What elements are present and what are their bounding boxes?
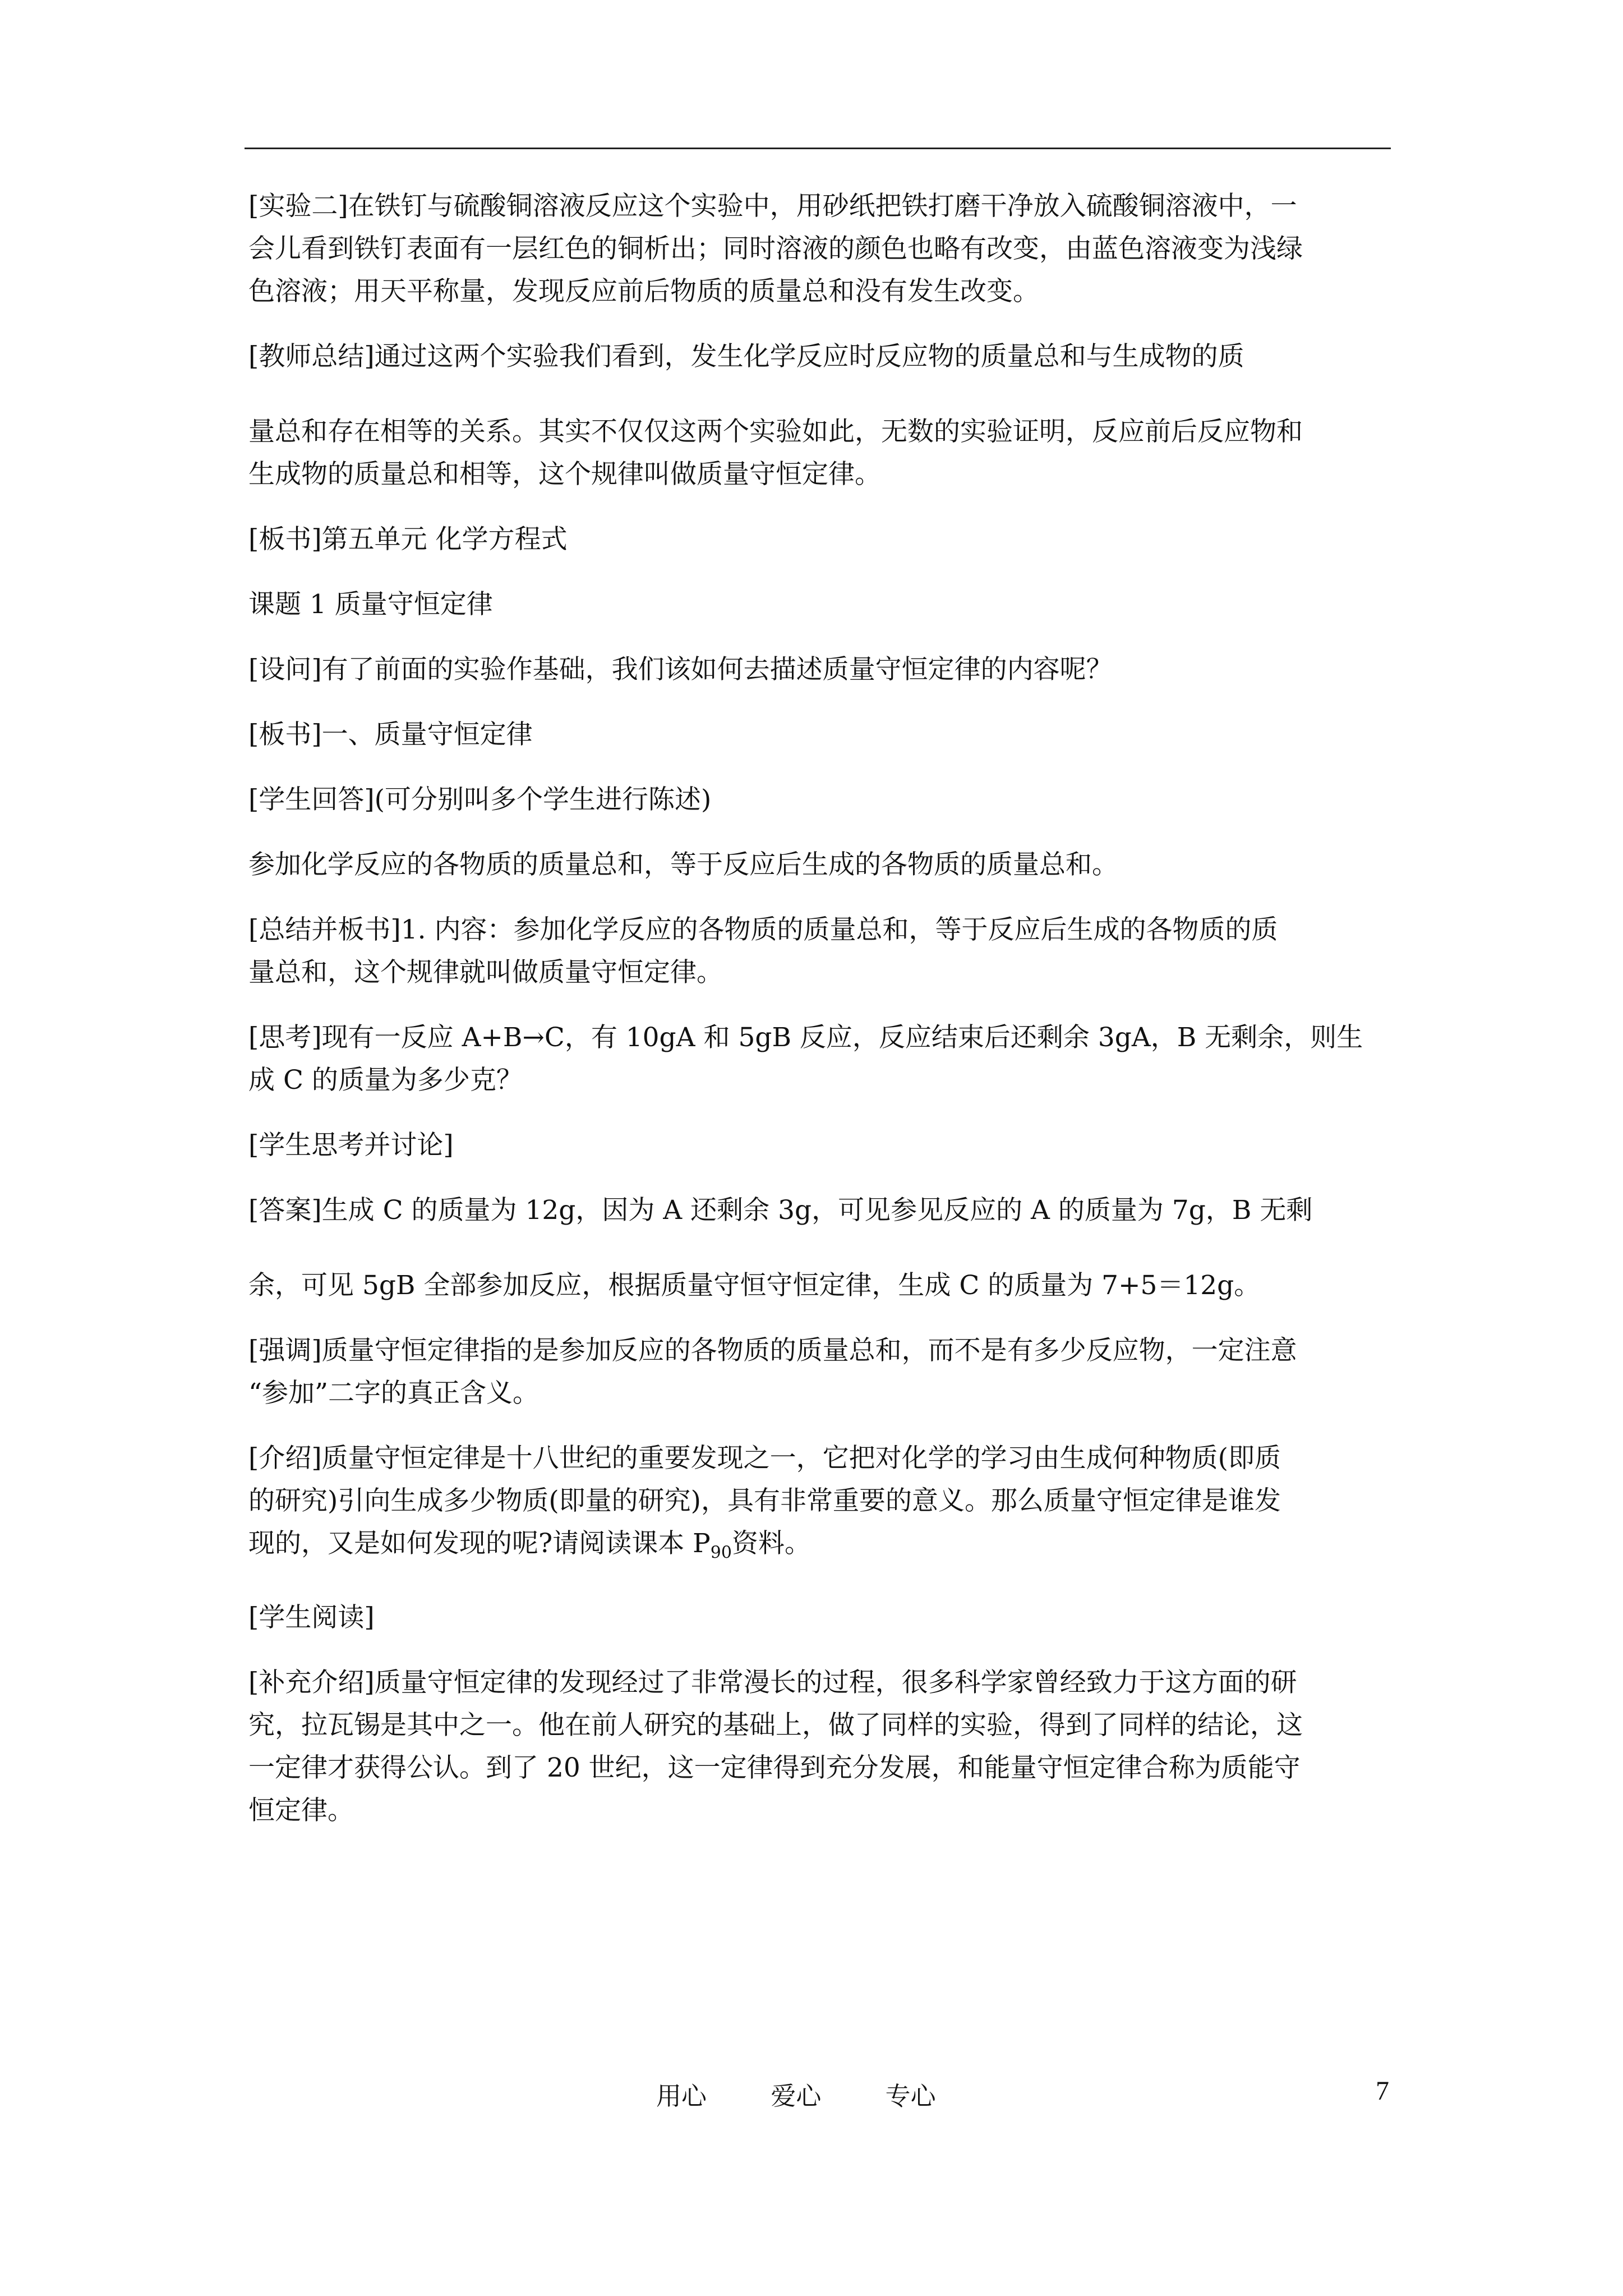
text-line: [板书]一、质量守恒定律 xyxy=(248,719,533,750)
paragraph xyxy=(248,518,1393,561)
text-line: 的研究)引向生成多少物质(即量的研究)，具有非常重要的意义。那么质量守恒定律是谁发 xyxy=(248,1485,1281,1516)
paragraph xyxy=(248,648,1393,691)
text-run: 现的，又是如何发现的呢?请阅读课本 P xyxy=(248,1528,711,1559)
text-line: 色溶液；用天平称量，发现反应前后物质的质量总和没有发生改变。 xyxy=(248,276,1039,307)
text-line: [总结并板书]1. 内容：参加化学反应的各物质的质量总和，等于反应后生成的各物质的质 xyxy=(248,914,1278,945)
page-footer xyxy=(0,2076,1623,2115)
text-line: [教师总结]通过这两个实验我们看到，发生化学反应时反应物的质量总和与生成物的质 xyxy=(248,341,1244,372)
text-line: [思考]现有一反应 A+B→C，有 10gA 和 5gB 反应，反应结束后还剩余 3gA，B 无剩余，则生 xyxy=(248,1022,1363,1053)
text-line: [板书]第五单元 化学方程式 xyxy=(248,524,568,555)
text-line: [答案]生成 C 的质量为 12g，因为 A 还剩余 3g，可见参见反应的 A 的质量为 7g，B 无剩 xyxy=(248,1195,1313,1226)
paragraph xyxy=(248,714,1393,756)
paragraph xyxy=(248,909,1393,994)
text-line: 课题 1 质量守恒定律 xyxy=(248,589,493,620)
paragraph xyxy=(248,1662,1393,1832)
text-line: 成 C 的质量为多少克？ xyxy=(248,1065,523,1096)
paragraph xyxy=(248,1189,1393,1232)
paragraph xyxy=(248,1016,1393,1102)
text-line xyxy=(248,1522,1393,1574)
paragraph xyxy=(248,1264,1393,1307)
footer-motto xyxy=(656,2076,992,2112)
document-body xyxy=(248,185,1393,1832)
text-run: 资料。 xyxy=(731,1528,811,1559)
text-line: 量总和存在相等的关系。其实不仅仅这两个实验如此，无数的实验证明，反应前后反应物和 xyxy=(248,416,1303,447)
text-line: 参加化学反应的各物质的质量总和，等于反应后生成的各物质的质量总和。 xyxy=(248,849,1118,880)
paragraph xyxy=(248,583,1393,626)
paragraph xyxy=(248,1124,1393,1167)
paragraph xyxy=(248,1437,1393,1574)
footer-word: 专心 xyxy=(885,2081,936,2111)
paragraph xyxy=(248,411,1393,496)
text-line: [介绍]质量守恒定律是十八世纪的重要发现之一，它把对化学的学习由生成何种物质(即质 xyxy=(248,1443,1281,1474)
header-rule xyxy=(245,148,1391,149)
page-number: 7 xyxy=(1376,2076,1389,2106)
page-subscript: 90 xyxy=(710,1543,732,1563)
paragraph xyxy=(248,1596,1393,1639)
paragraph xyxy=(248,844,1393,886)
text-line: 一定律才获得公认。到了 20 世纪，这一定律得到充分发展，和能量守恒定律合称为质能守 xyxy=(248,1752,1301,1784)
footer-word: 用心 xyxy=(656,2081,707,2111)
paragraph xyxy=(248,779,1393,821)
text-line: [设问]有了前面的实验作基础，我们该如何去描述质量守恒定律的内容呢？ xyxy=(248,654,1113,685)
text-line: 会儿看到铁钉表面有一层红色的铜析出；同时溶液的颜色也略有改变，由蓝色溶液变为浅绿 xyxy=(248,233,1303,264)
text-line: [补充介绍]质量守恒定律的发现经过了非常漫长的过程，很多科学家曾经致力于这方面的研 xyxy=(248,1667,1297,1699)
text-line: “参加”二字的真正含义。 xyxy=(248,1378,540,1409)
text-line: 量总和，这个规律就叫做质量守恒定律。 xyxy=(248,957,723,988)
text-line: 生成物的质量总和相等，这个规律叫做质量守恒定律。 xyxy=(248,459,881,490)
paragraph xyxy=(248,335,1393,378)
text-line: [学生阅读] xyxy=(248,1602,375,1634)
text-line: 恒定律。 xyxy=(248,1795,354,1826)
footer-word: 爱心 xyxy=(771,2081,822,2111)
text-line: [实验二]在铁钉与硫酸铜溶液反应这个实验中，用砂纸把铁打磨干净放入硫酸铜溶液中，一 xyxy=(248,191,1297,222)
text-line: 究，拉瓦锡是其中之一。他在前人研究的基础上，做了同样的实验，得到了同样的结论，这 xyxy=(248,1710,1303,1741)
text-line: [学生思考并讨论] xyxy=(248,1130,454,1161)
text-line: 余，可见 5gB 全部参加反应，根据质量守恒守恒定律，生成 C 的质量为 7+5＝12g。 xyxy=(248,1270,1261,1301)
text-line: [强调]质量守恒定律指的是参加反应的各物质的质量总和，而不是有多少反应物，一定注意 xyxy=(248,1335,1297,1366)
paragraph xyxy=(248,1329,1393,1415)
paragraph xyxy=(248,185,1393,313)
text-line: [学生回答](可分别叫多个学生进行陈述) xyxy=(248,784,712,815)
